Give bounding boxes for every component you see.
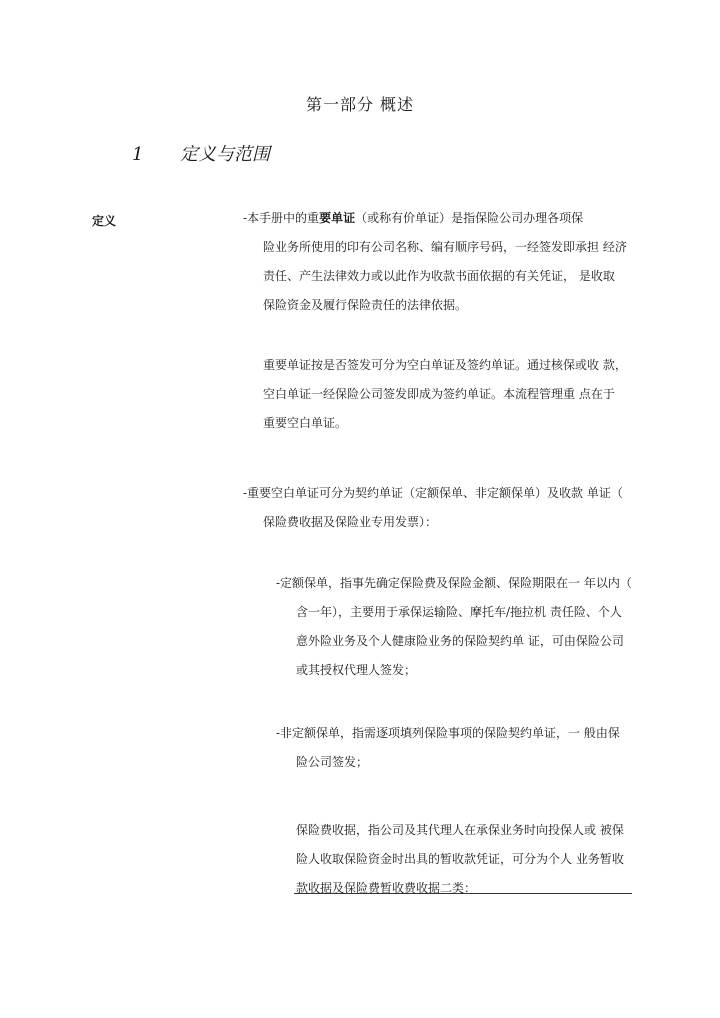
non-fixed-policy-paragraph bbox=[276, 719, 633, 777]
paragraph-line: 保险费收据，指公司及其代理人在承保业务时向投保人或 被保 bbox=[296, 823, 624, 837]
paragraph-line: 款收据及保险费暂收费收据二类： bbox=[296, 881, 477, 895]
horizontal-rule bbox=[294, 893, 632, 894]
premium-receipt-paragraph bbox=[296, 816, 633, 903]
bold-term: 要单证 bbox=[319, 211, 356, 225]
definition-label: 定义 bbox=[92, 214, 117, 228]
paragraph-line: -定额保单，指事先确定保险费及保险金额、保险期限在一 年以内（ bbox=[276, 576, 632, 590]
blank-document-types-paragraph bbox=[243, 479, 633, 537]
paragraph-line: 险业务所使用的印有公司名称、编有顺序号码，一经签发即承担 经济 bbox=[263, 240, 627, 254]
paragraph-line: 或其授权代理人签发； bbox=[296, 663, 417, 677]
part-title: 第一部分 概述 bbox=[305, 95, 415, 114]
text-run: -本手册中的重 bbox=[243, 211, 320, 225]
paragraph-line: 险人收取保险资金时出具的暂收款凭证，可分为个人 业务暂收 bbox=[296, 852, 624, 866]
paragraph-line: 保险费收据及保险业专用发票）： bbox=[263, 515, 438, 529]
paragraph-line: -重要空白单证可分为契约单证（定额保单、非定额保单）及收款 单证（ bbox=[243, 486, 623, 500]
section-number: 1 bbox=[132, 144, 144, 165]
paragraph-line: 责任、产生法律效力或以此作为收款书面依据的有关凭证， 是收取 bbox=[263, 269, 615, 283]
fixed-policy-paragraph bbox=[276, 569, 633, 685]
paragraph-line: -非定额保单，指需逐项填列保险事项的保险契约单证，一 般由保 bbox=[276, 726, 620, 740]
paragraph-line bbox=[243, 204, 633, 233]
paragraph-line: 重要单证按是否签发可分为空白单证及签约单证。通过核保或收 款， bbox=[263, 358, 627, 372]
section-title: 定义与范围 bbox=[180, 144, 270, 165]
paragraph-line: 空白单证一经保险公司签发即成为签约单证。本流程管理重 点在于 bbox=[263, 387, 615, 401]
paragraph-line: 重要空白单证。 bbox=[263, 416, 348, 430]
paragraph-line: 含一年），主要用于承保运输险、摩托车/拖拉机 责任险、个人 bbox=[296, 605, 622, 619]
paragraph-line: 险公司签发； bbox=[296, 755, 369, 769]
paragraph-line: 意外险业务及个人健康险业务的保险契约单 证，可由保险公司 bbox=[296, 634, 624, 648]
section-heading bbox=[132, 140, 270, 166]
definition-paragraph bbox=[243, 204, 633, 320]
paragraph-line: 保险资金及履行保险责任的法律依据。 bbox=[263, 298, 468, 312]
text-run: （或称有价单证）是指保险公司办理各项保 bbox=[355, 211, 584, 225]
classification-paragraph bbox=[263, 351, 633, 438]
